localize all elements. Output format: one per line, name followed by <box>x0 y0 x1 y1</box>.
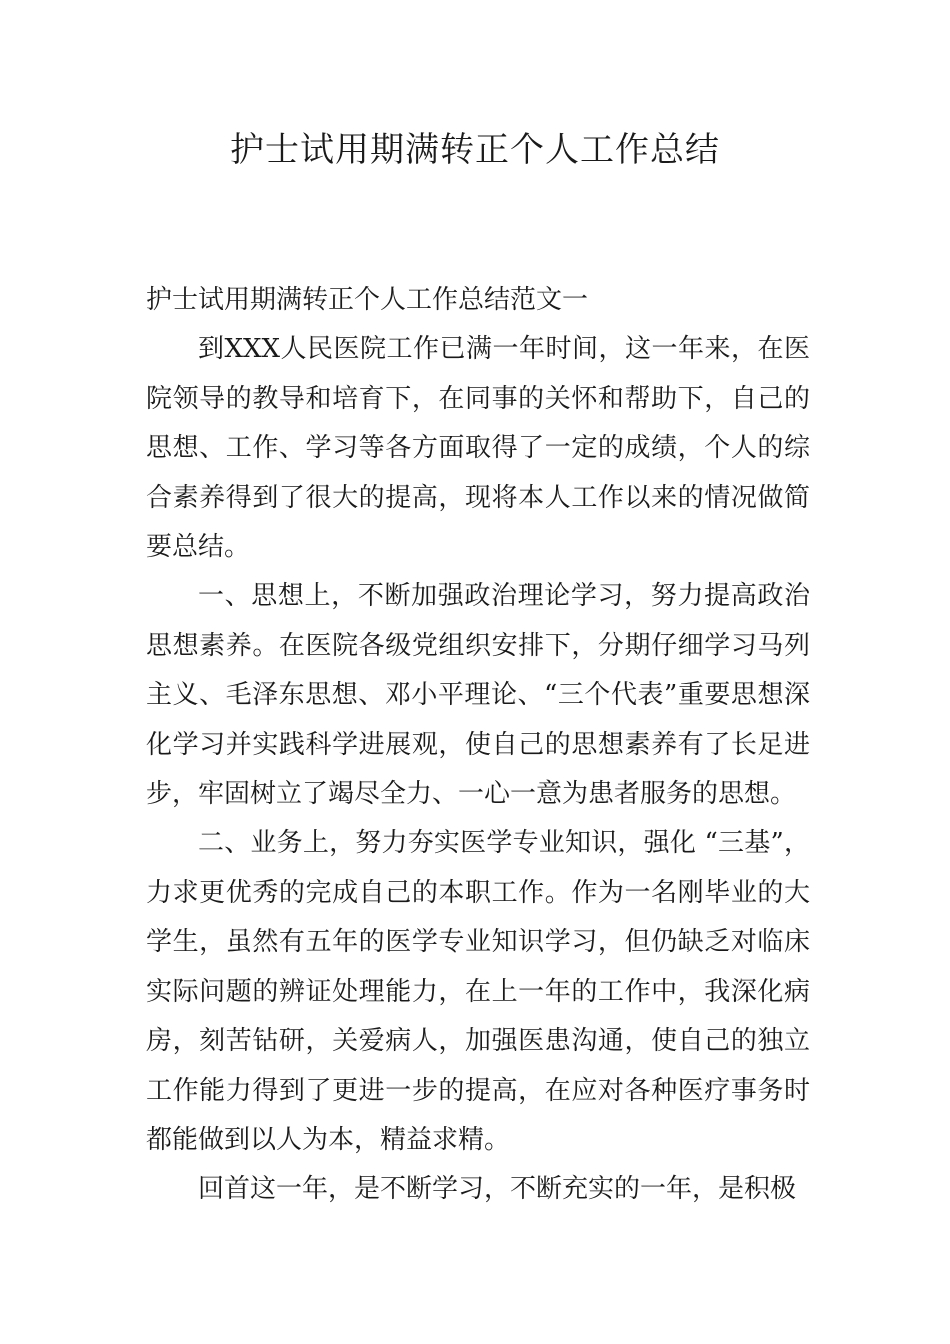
document-title: 护士试用期满转正个人工作总结 <box>230 130 720 170</box>
body-paragraph-2: 一、思想上，不断加强政治理论学习，努力提高政治思想素养。在医院各级党组织安排下，分期仔细学习马列主义、毛泽东思想、邓小平理论、“三个代表”重要思想深化学习并实践科学进展观，使自己的思想素养有了长足进步，牢固树立了竭尽全力、一心一意为患者服务的思想。 <box>146 581 810 810</box>
section-subtitle: 护士试用期满转正个人工作总结范文一 <box>146 285 589 315</box>
document-body <box>146 276 810 1215</box>
body-paragraph-3: 二、业务上，努力夯实医学专业知识，强化 “三基”，力求更优秀的完成自己的本职工作。作为一名刚毕业的大学生，虽然有五年的医学专业知识学习，但仍缺乏对临床实际问题的辨证处理能力，在上一年的工作中，我深化病房，刻苦钻研，关爱病人，加强医患沟通，使自己的独立工作能力得到了更进一步的提高，在应对各种医疗事务时都能做到以人为本，精益求精。 <box>146 828 810 1155</box>
body-paragraph-1: 到XXX人民医院工作已满一年时间，这一年来，在医院领导的教导和培育下，在同事的关怀和帮助下，自己的思想、工作、学习等各方面取得了一定的成绩，个人的综合素养得到了很大的提高，现将本人工作以来的情况做简要总结。 <box>146 334 810 563</box>
body-paragraph-4: 回首这一年，是不断学习，不断充实的一年，是积极 <box>198 1174 797 1205</box>
